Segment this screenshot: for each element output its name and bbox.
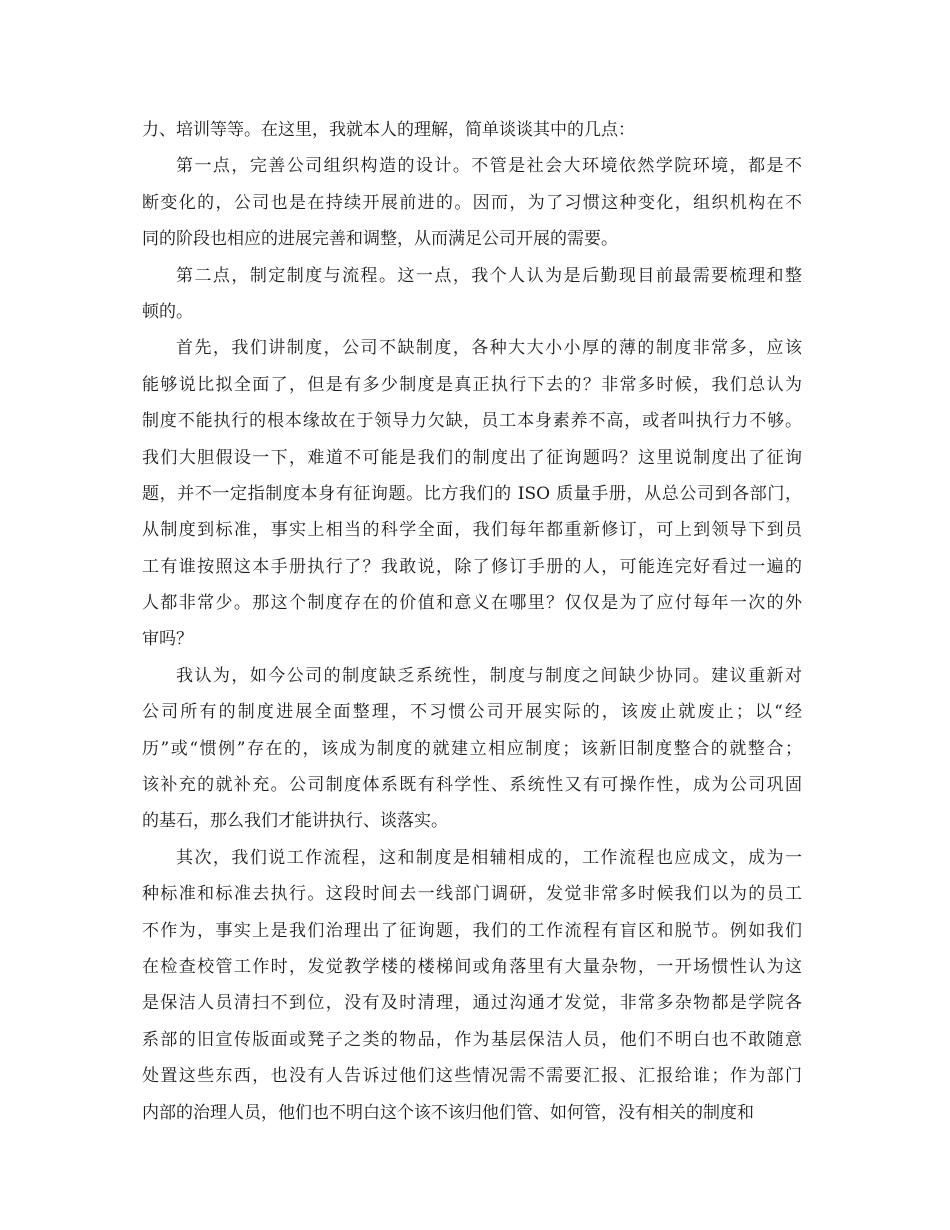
paragraph-5-line-1: 我认为，如今公司的制度缺乏系统性，制度与制度之间缺少协同。建议重新对 [176,665,802,686]
paragraph-6-line-6: 系部的旧宣传版面或凳子之类的物品，作为基层保洁人员，他们不明白也不敢随意 [142,1029,802,1050]
paragraph-2-line-3: 同的阶段也相应的进展完善和调整，从而满足公司开展的需要。 [142,229,618,250]
paragraph-4-line-4: 我们大胆假设一下，难道不可能是我们的制度出了征询题吗？这里说制度出了征询 [142,447,802,468]
paragraph-6-line-7: 处置这些东西，也没有人告诉过他们这些情况需不需要汇报、汇报给谁；作为部门 [142,1066,802,1087]
paragraph-5-line-4: 该补充的就补充。公司制度体系既有科学性、系统性又有可操作性，成为公司巩固 [142,775,802,796]
body-text [142,112,802,1131]
paragraph-4-line-7: 工有谁按照这本手册执行了？我敢说，除了修订手册的人，可能连完好看过一遍的 [142,556,802,577]
paragraph-6-line-4: 在检查校管工作时，发觉教学楼的楼梯间或角落里有大量杂物，一开场惯性认为这 [142,956,802,977]
paragraph-5-line-2: 公司所有的制度进展全面整理，不习惯公司开展实际的，该废止就废止；以“经 [142,702,802,723]
paragraph-5-line-3: 历”或“惯例”存在的，该成为制度的就建立相应制度；该新旧制度整合的就整合； [142,738,802,759]
paragraph-4-line-6: 从制度到标准，事实上相当的科学全面，我们每年都重新修订，可上到领导下到员 [142,520,802,541]
paragraph-2-line-2: 断变化的，公司也是在持续开展前进的。因而，为了习惯这种变化，组织机构在不 [142,192,802,213]
paragraph-6-line-3: 不作为，事实上是我们治理出了征询题，我们的工作流程有盲区和脱节。例如我们 [142,920,802,941]
paragraph-4-line-2: 能够说比拟全面了，但是有多少制度是真正执行下去的？非常多时候，我们总认为 [142,374,802,395]
paragraph-4-line-1: 首先，我们讲制度，公司不缺制度，各种大大小小厚的薄的制度非常多，应该 [176,338,802,359]
paragraph-4-line-8: 人都非常少。那这个制度存在的价值和意义在哪里？仅仅是为了应付每年一次的外 [142,593,802,614]
paragraph-1-line-1: 力、培训等等。在这里，我就本人的理解，简单谈谈其中的几点： [142,120,635,140]
paragraph-3-line-2: 顿的。 [142,301,193,322]
paragraph-6-line-2: 种标准和标准去执行。这段时间去一线部门调研，发觉非常多时候我们以为的员工 [142,884,802,905]
paragraph-4-line-5: 题，并不一定指制度本身有征询题。比方我们的 ISO 质量手册，从总公司到各部门， [142,483,802,504]
paragraph-4-line-9: 审吗？ [142,629,193,650]
paragraph-6-line-1: 其次，我们说工作流程，这和制度是相辅相成的，工作流程也应成文，成为一 [176,847,802,868]
paragraph-3-line-1: 第二点，制定制度与流程。这一点，我个人认为是后勤现目前最需要梳理和整 [176,265,802,286]
paragraph-2-line-1: 第一点，完善公司组织构造的设计。不管是社会大环境依然学院环境，都是不 [176,156,802,177]
paragraph-5-line-5: 的基石，那么我们才能讲执行、谈落实。 [142,811,448,832]
paragraph-4-line-3: 制度不能执行的根本缘故在于领导力欠缺，员工本身素养不高，或者叫执行力不够。 [142,411,802,432]
paragraph-6-line-5: 是保洁人员清扫不到位，没有及时清理，通过沟通才发觉，非常多杂物都是学院各 [142,993,802,1014]
paragraph-6-line-8: 内部的治理人员，他们也不明白这个该不该归他们管、如何管，没有相关的制度和 [142,1102,754,1123]
